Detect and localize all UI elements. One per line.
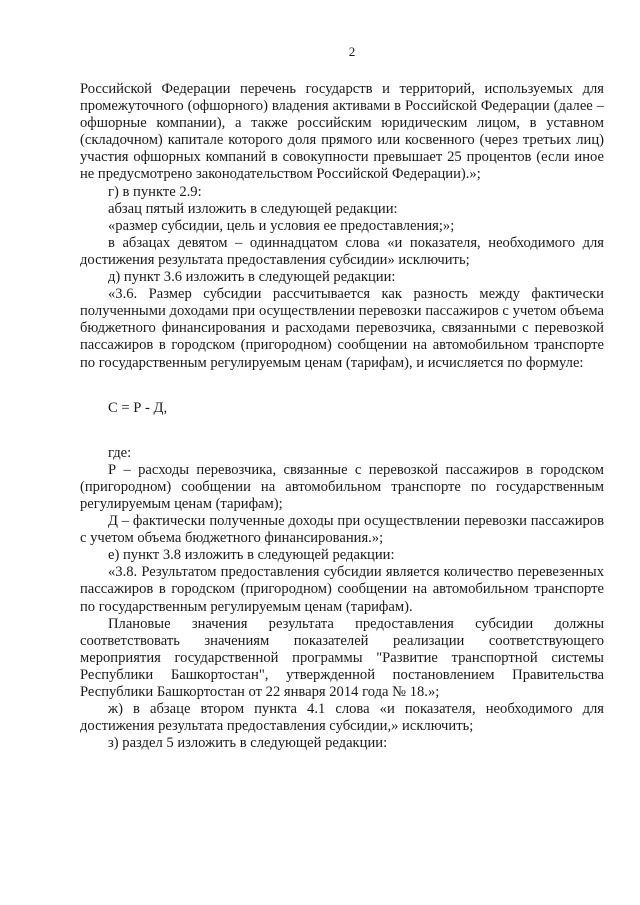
- paragraph-3-8: «3.8. Результатом предоставления субсидии является количество перевезенных пассажиров в городском (пригородном) сообщении на автомобильном транспорте по государственным регулируемым ценам (тарифам).: [80, 564, 604, 615]
- paragraph-item-e: е) пункт 3.8 изложить в следующей редакции:: [108, 547, 395, 564]
- paragraph-3-6: «3.6. Размер субсидии рассчитывается как разность между фактически полученными доходами при осуществлении перевозки пассажиров с учетом объема бюджетного финансирования и расходами перевозчика, связанными с перевозкой пассажиров в городском (пригородном) сообщении на автомобильном транспорте по государственным регулируемым ценам (тарифам), и исчисляется по формуле:: [80, 286, 604, 371]
- document-body: [80, 81, 604, 752]
- paragraph-offshore: Российской Федерации перечень государств и территорий, используемых для промежуточного (офшорного) владения активами в Российской Федерации (далее – офшорные компании), а также российским юридическим лицом, в уставном (складочном) капитале которого доля прямого или косвенного (через третьих лиц) участия офшорных компаний в совокупности превышает 25 процентов (если иное не предусмотрено законодательством Российской Федерации).»;: [80, 81, 604, 183]
- formula: С = Р - Д,: [108, 399, 168, 416]
- paragraph-abzac-9-11: в абзацах девятом – одиннадцатом слова «и показателя, необходимого для достижения результата предоставления субсидии» исключить;: [80, 234, 604, 268]
- paragraph-where: где:: [108, 444, 132, 461]
- paragraph-planned-values: Плановые значения результата предоставления субсидии должны соответствовать значениям показателей реализации соответствующего мероприятия государственной программы "Развитие транспортной системы Республики Башкортостан", утвержденной постановлением Правительства Республики Башкортостан от 22 января 2014 года № 18.»;: [80, 615, 604, 700]
- paragraph-subsidy-size: «размер субсидии, цель и условия ее предоставления;»;: [108, 217, 455, 234]
- paragraph-d-definition: Д – фактически полученные доходы при осуществлении перевозки пассажиров с учетом объема бюджетного финансирования.»;: [80, 513, 604, 547]
- paragraph-item-d: д) пункт 3.6 изложить в следующей редакции:: [108, 269, 396, 286]
- paragraph-r-definition: Р – расходы перевозчика, связанные с перевозкой пассажиров в городском (пригородном) сообщении на автомобильном транспорте по государственным регулируемым ценам (тарифам);: [80, 461, 604, 512]
- paragraph-item-g: г) в пункте 2.9:: [108, 183, 202, 200]
- page-number: 2: [348, 44, 356, 59]
- paragraph-fifth-abzac: абзац пятый изложить в следующей редакции:: [108, 200, 398, 217]
- paragraph-item-zh: ж) в абзаце втором пункта 4.1 слова «и показателя, необходимого для достижения результата предоставления субсидии,» исключить;: [80, 701, 604, 735]
- paragraph-item-z: з) раздел 5 изложить в следующей редакции:: [108, 735, 388, 752]
